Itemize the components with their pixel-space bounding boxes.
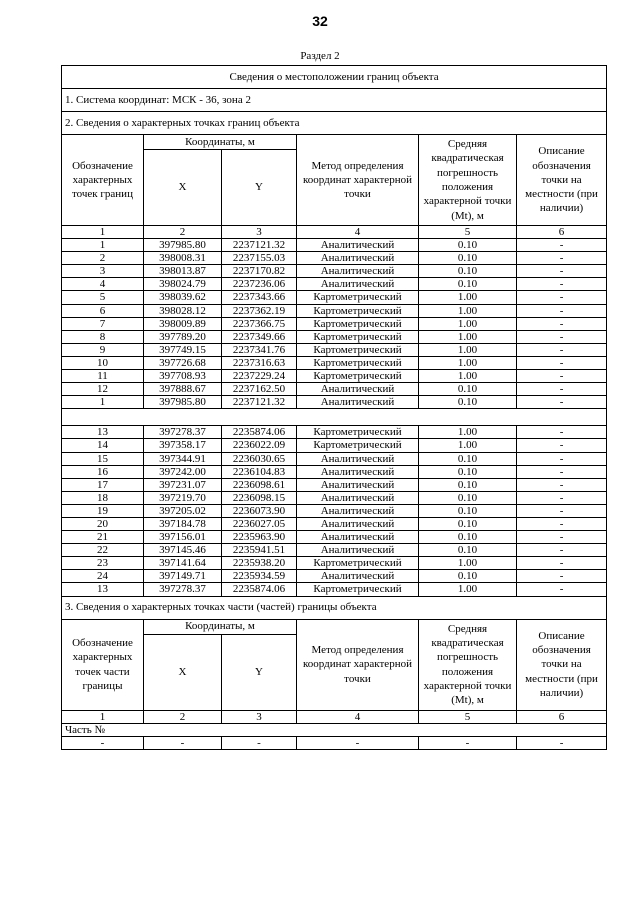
- description-cell: -: [517, 426, 607, 439]
- x-coord-cell: 397145.46: [144, 544, 222, 557]
- table-row: [62, 426, 607, 439]
- error-cell: 0.10: [419, 452, 517, 465]
- description-cell: -: [517, 736, 607, 749]
- x-coord-cell: 397278.37: [144, 426, 222, 439]
- column-number-cell: 2: [144, 710, 222, 723]
- error-cell: 0.10: [419, 517, 517, 530]
- method-cell: Аналитический: [297, 465, 419, 478]
- method-cell: Картометрический: [297, 439, 419, 452]
- y-coord-cell: 2236073.90: [222, 504, 297, 517]
- y-coord-cell: 2237229.24: [222, 370, 297, 383]
- point-id-cell: 13: [62, 426, 144, 439]
- column-number-cell: 6: [517, 710, 607, 723]
- description-cell: -: [517, 252, 607, 265]
- error-cell: 1.00: [419, 426, 517, 439]
- y-coord-cell: 2237170.82: [222, 265, 297, 278]
- x-coord-cell: 398009.89: [144, 317, 222, 330]
- error-cell: 1.00: [419, 291, 517, 304]
- table-row: [62, 252, 607, 265]
- point-id-cell: 22: [62, 544, 144, 557]
- error-cell: 0.10: [419, 265, 517, 278]
- table-row: [62, 265, 607, 278]
- y-coord-cell: 2236104.83: [222, 465, 297, 478]
- group-separator-row: [62, 409, 607, 426]
- column-number-cell: 1: [62, 226, 144, 239]
- point-id-cell: 12: [62, 383, 144, 396]
- column-number-cell: 3: [222, 710, 297, 723]
- description-cell: -: [517, 239, 607, 252]
- table-row: [62, 491, 607, 504]
- y-coord-cell: 2237236.06: [222, 278, 297, 291]
- x-coord-cell: 397141.64: [144, 557, 222, 570]
- x-coord-cell: 397344.91: [144, 452, 222, 465]
- error-cell: 0.10: [419, 396, 517, 409]
- table-title: Сведения о местоположении границ объекта: [62, 66, 607, 89]
- x-coord-cell: 397149.71: [144, 570, 222, 583]
- point-id-cell: 18: [62, 491, 144, 504]
- method-cell: Аналитический: [297, 517, 419, 530]
- column-number-cell: 4: [297, 226, 419, 239]
- description-cell: -: [517, 439, 607, 452]
- method-cell: Картометрический: [297, 330, 419, 343]
- y-coord-cell: 2236098.15: [222, 491, 297, 504]
- table-row: [62, 570, 607, 583]
- table-row: [62, 383, 607, 396]
- point-id-cell: 20: [62, 517, 144, 530]
- method-cell: Аналитический: [297, 452, 419, 465]
- method-cell: Аналитический: [297, 478, 419, 491]
- points-section-title: 2. Сведения о характерных точках границ объекта: [62, 112, 607, 135]
- method-cell: Картометрический: [297, 370, 419, 383]
- method-cell: Аналитический: [297, 239, 419, 252]
- description-cell: -: [517, 478, 607, 491]
- header-coordinates: Координаты, м: [144, 135, 297, 150]
- table-row: [62, 239, 607, 252]
- y-coord-cell: -: [222, 736, 297, 749]
- method-cell: Картометрический: [297, 356, 419, 369]
- x-coord-cell: 397708.93: [144, 370, 222, 383]
- x-coord-cell: 397156.01: [144, 531, 222, 544]
- parts-header-description: Описание обозначения точки на местности (при наличии): [517, 619, 607, 710]
- table-row: [62, 452, 607, 465]
- description-cell: -: [517, 278, 607, 291]
- error-cell: 0.10: [419, 491, 517, 504]
- y-coord-cell: 2237341.76: [222, 343, 297, 356]
- description-cell: -: [517, 517, 607, 530]
- method-cell: Картометрический: [297, 426, 419, 439]
- y-coord-cell: 2236027.05: [222, 517, 297, 530]
- header-y: Y: [222, 150, 297, 226]
- parts-header-y: Y: [222, 634, 297, 710]
- point-id-cell: -: [62, 736, 144, 749]
- x-coord-cell: 398028.12: [144, 304, 222, 317]
- column-number-cell: 5: [419, 226, 517, 239]
- column-number-cell: 5: [419, 710, 517, 723]
- point-id-cell: 19: [62, 504, 144, 517]
- point-id-cell: 6: [62, 304, 144, 317]
- y-coord-cell: 2237121.32: [222, 396, 297, 409]
- description-cell: -: [517, 570, 607, 583]
- y-coord-cell: 2235941.51: [222, 544, 297, 557]
- description-cell: -: [517, 504, 607, 517]
- error-cell: 0.10: [419, 504, 517, 517]
- parts-column-numbers-row: [62, 710, 607, 723]
- error-cell: -: [419, 736, 517, 749]
- column-numbers-row: [62, 226, 607, 239]
- table-row: [62, 517, 607, 530]
- x-coord-cell: 397789.20: [144, 330, 222, 343]
- y-coord-cell: 2237349.66: [222, 330, 297, 343]
- method-cell: Аналитический: [297, 383, 419, 396]
- point-id-cell: 16: [62, 465, 144, 478]
- header-x: X: [144, 150, 222, 226]
- error-cell: 0.10: [419, 252, 517, 265]
- method-cell: Картометрический: [297, 317, 419, 330]
- x-coord-cell: 397242.00: [144, 465, 222, 478]
- y-coord-cell: 2237121.32: [222, 239, 297, 252]
- description-cell: -: [517, 383, 607, 396]
- point-id-cell: 5: [62, 291, 144, 304]
- table-row: [62, 356, 607, 369]
- point-id-cell: 24: [62, 570, 144, 583]
- method-cell: Картометрический: [297, 557, 419, 570]
- error-cell: 1.00: [419, 304, 517, 317]
- section-label: Раздел 2: [300, 50, 340, 62]
- point-id-cell: 2: [62, 252, 144, 265]
- part-data-row: [62, 736, 607, 749]
- method-cell: Аналитический: [297, 504, 419, 517]
- method-cell: Картометрический: [297, 583, 419, 596]
- method-cell: Картометрический: [297, 304, 419, 317]
- header-description: Описание обозначения точки на местности (при наличии): [517, 135, 607, 226]
- description-cell: -: [517, 491, 607, 504]
- y-coord-cell: 2235963.90: [222, 531, 297, 544]
- y-coord-cell: 2237162.50: [222, 383, 297, 396]
- y-coord-cell: 2237316.63: [222, 356, 297, 369]
- column-number-cell: 6: [517, 226, 607, 239]
- table-row: [62, 583, 607, 596]
- table-row: [62, 531, 607, 544]
- point-id-cell: 10: [62, 356, 144, 369]
- method-cell: Аналитический: [297, 544, 419, 557]
- description-cell: -: [517, 317, 607, 330]
- method-cell: Аналитический: [297, 396, 419, 409]
- description-cell: -: [517, 452, 607, 465]
- point-id-cell: 13: [62, 583, 144, 596]
- parts-header-designation: Обозначение характерных точек части границы: [62, 619, 144, 710]
- x-coord-cell: -: [144, 736, 222, 749]
- x-coord-cell: 397358.17: [144, 439, 222, 452]
- error-cell: 0.10: [419, 478, 517, 491]
- column-number-cell: 4: [297, 710, 419, 723]
- table-row: [62, 396, 607, 409]
- point-id-cell: 3: [62, 265, 144, 278]
- method-cell: Аналитический: [297, 570, 419, 583]
- part-label: Часть №: [62, 723, 607, 736]
- point-id-cell: 1: [62, 396, 144, 409]
- error-cell: 1.00: [419, 370, 517, 383]
- error-cell: 0.10: [419, 383, 517, 396]
- point-id-cell: 21: [62, 531, 144, 544]
- y-coord-cell: 2237362.19: [222, 304, 297, 317]
- point-id-cell: 23: [62, 557, 144, 570]
- y-coord-cell: 2236022.09: [222, 439, 297, 452]
- error-cell: 1.00: [419, 343, 517, 356]
- error-cell: 1.00: [419, 583, 517, 596]
- x-coord-cell: 397985.80: [144, 239, 222, 252]
- x-coord-cell: 397749.15: [144, 343, 222, 356]
- description-cell: -: [517, 330, 607, 343]
- error-cell: 0.10: [419, 531, 517, 544]
- x-coord-cell: 397219.70: [144, 491, 222, 504]
- point-id-cell: 7: [62, 317, 144, 330]
- x-coord-cell: 397184.78: [144, 517, 222, 530]
- point-id-cell: 8: [62, 330, 144, 343]
- method-cell: Картометрический: [297, 343, 419, 356]
- description-cell: -: [517, 291, 607, 304]
- error-cell: 1.00: [419, 356, 517, 369]
- table-row: [62, 317, 607, 330]
- point-id-cell: 4: [62, 278, 144, 291]
- table-row: [62, 478, 607, 491]
- column-number-cell: 2: [144, 226, 222, 239]
- description-cell: -: [517, 370, 607, 383]
- y-coord-cell: 2235874.06: [222, 426, 297, 439]
- error-cell: 0.10: [419, 239, 517, 252]
- column-number-cell: 3: [222, 226, 297, 239]
- table-row: [62, 370, 607, 383]
- x-coord-cell: 397726.68: [144, 356, 222, 369]
- error-cell: 0.10: [419, 570, 517, 583]
- x-coord-cell: 397231.07: [144, 478, 222, 491]
- y-coord-cell: 2235938.20: [222, 557, 297, 570]
- description-cell: -: [517, 304, 607, 317]
- parts-header-coordinates: Координаты, м: [144, 619, 297, 634]
- table-row: [62, 304, 607, 317]
- method-cell: Аналитический: [297, 278, 419, 291]
- error-cell: 1.00: [419, 439, 517, 452]
- parts-header-method: Метод определения координат характерной точки: [297, 619, 419, 710]
- description-cell: -: [517, 356, 607, 369]
- table-row: [62, 439, 607, 452]
- x-coord-cell: 398039.62: [144, 291, 222, 304]
- description-cell: -: [517, 343, 607, 356]
- header-designation: Обозначение характерных точек границ: [62, 135, 144, 226]
- point-id-cell: 17: [62, 478, 144, 491]
- point-id-cell: 9: [62, 343, 144, 356]
- y-coord-cell: 2237366.75: [222, 317, 297, 330]
- coord-system: 1. Система координат: МСК - 36, зона 2: [62, 89, 607, 112]
- y-coord-cell: 2236030.65: [222, 452, 297, 465]
- method-cell: Аналитический: [297, 265, 419, 278]
- parts-section-title: 3. Сведения о характерных точках части (частей) границы объекта: [62, 596, 607, 619]
- point-id-cell: 15: [62, 452, 144, 465]
- x-coord-cell: 397888.67: [144, 383, 222, 396]
- table-row: [62, 278, 607, 291]
- point-id-cell: 11: [62, 370, 144, 383]
- error-cell: 0.10: [419, 465, 517, 478]
- y-coord-cell: 2235874.06: [222, 583, 297, 596]
- x-coord-cell: 398008.31: [144, 252, 222, 265]
- x-coord-cell: 397278.37: [144, 583, 222, 596]
- description-cell: -: [517, 531, 607, 544]
- error-cell: 1.00: [419, 330, 517, 343]
- x-coord-cell: 397985.80: [144, 396, 222, 409]
- y-coord-cell: 2237343.66: [222, 291, 297, 304]
- table-row: [62, 504, 607, 517]
- page-number: 32: [312, 13, 328, 29]
- method-cell: -: [297, 736, 419, 749]
- table-row: [62, 465, 607, 478]
- description-cell: -: [517, 557, 607, 570]
- method-cell: Картометрический: [297, 291, 419, 304]
- y-coord-cell: 2235934.59: [222, 570, 297, 583]
- boundary-table: [61, 65, 607, 750]
- error-cell: 1.00: [419, 317, 517, 330]
- description-cell: -: [517, 465, 607, 478]
- method-cell: Аналитический: [297, 491, 419, 504]
- description-cell: -: [517, 396, 607, 409]
- method-cell: Аналитический: [297, 531, 419, 544]
- table-row: [62, 557, 607, 570]
- parts-header-x: X: [144, 634, 222, 710]
- x-coord-cell: 397205.02: [144, 504, 222, 517]
- header-method: Метод определения координат характерной точки: [297, 135, 419, 226]
- table-row: [62, 343, 607, 356]
- description-cell: -: [517, 583, 607, 596]
- table-row: [62, 330, 607, 343]
- x-coord-cell: 398013.87: [144, 265, 222, 278]
- column-number-cell: 1: [62, 710, 144, 723]
- x-coord-cell: 398024.79: [144, 278, 222, 291]
- description-cell: -: [517, 265, 607, 278]
- method-cell: Аналитический: [297, 252, 419, 265]
- y-coord-cell: 2237155.03: [222, 252, 297, 265]
- error-cell: 0.10: [419, 278, 517, 291]
- table-row: [62, 544, 607, 557]
- description-cell: -: [517, 544, 607, 557]
- y-coord-cell: 2236098.61: [222, 478, 297, 491]
- table-row: [62, 291, 607, 304]
- parts-header-error: Средняя квадратическая погрешность положения характерной точки (Mt), м: [419, 619, 517, 710]
- header-error: Средняя квадратическая погрешность положения характерной точки (Mt), м: [419, 135, 517, 226]
- error-cell: 1.00: [419, 557, 517, 570]
- point-id-cell: 1: [62, 239, 144, 252]
- point-id-cell: 14: [62, 439, 144, 452]
- error-cell: 0.10: [419, 544, 517, 557]
